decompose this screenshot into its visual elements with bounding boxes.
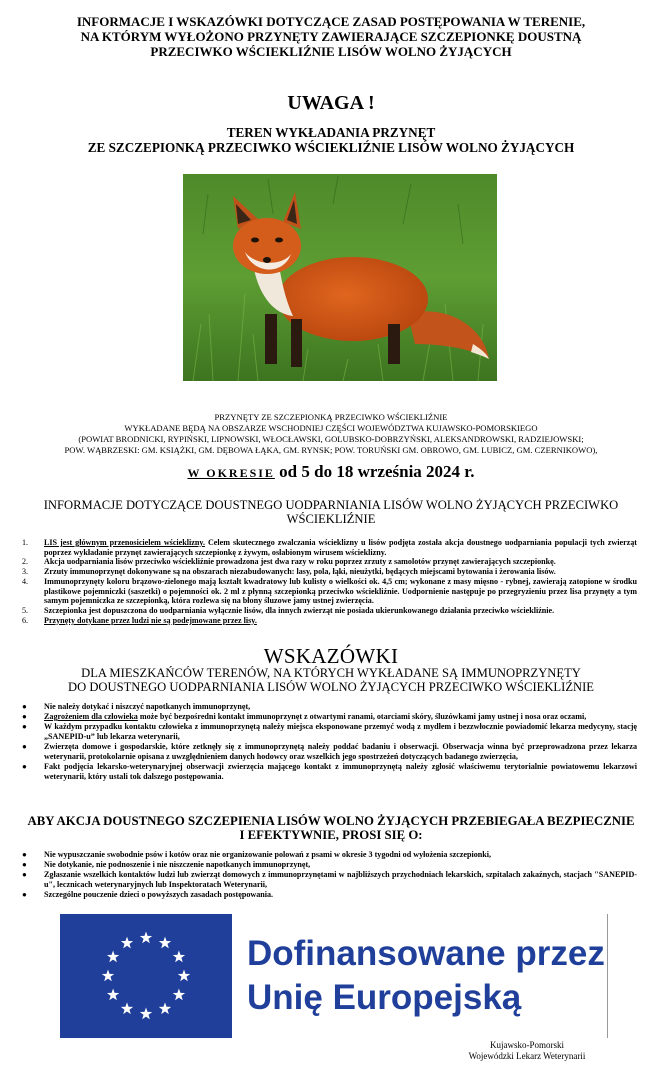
eu-star-icon [173,989,185,1001]
area-info-line: WYKŁADANE BĘDĄ NA OBSZARZE WSCHODNIEJ CZĘŚCI WOJEWÓDZTWA KUJAWSKO-POMORSKIEGO [124,423,538,433]
tips-title: WSKAZÓWKI [263,644,399,668]
bullet-icon: ● [22,850,27,859]
eu-star-icon [140,932,152,944]
request-heading-line: I EFEKTYWNIE, PROSI SIĘ O: [239,828,423,842]
list-item [22,538,637,557]
list-item-text: Zrzuty immunoprzynęt dokonywane są na obszarach niezabudowanych: lasy, pola, łąki, nieużytki, będących miejscami bytowania i żerowania lisów. [44,567,556,577]
bullet-icon: ● [22,890,27,899]
area-info-line: (POWIAT BRODNICKI, RYPIŃSKI, LIPNOWSKI, WŁOCŁAWSKI, GOLUBSKO-DOBRZYŃSKI, ALEKSANDROWSKI, RADZIEJOWSKI; [78,434,584,444]
area-info [0,412,662,456]
bullet-icon: ● [22,860,27,869]
bullet-icon: ● [22,870,27,879]
area-heading [0,125,662,155]
eu-star-icon [159,1002,171,1014]
list-item-text: Fakt podjęcia lekarsko-weterynaryjnej obserwacji zwierzęcia mającego kontakt z immunoprzynętą należy zgłosić właściwemu terytorialnie powiatowemu lekarzowi weterynarii, który ustali tok dalszego postępowania. [44,762,637,781]
eu-flag-icon [60,914,232,1038]
list-number: 6. [22,615,29,625]
list-item [22,567,637,577]
list-item [22,850,637,860]
request-heading-line: ABY AKCJA DOUSTNEGO SZCZEPIENIA LISÓW WOLNO ŻYJĄCYCH PRZEBIEGAŁA BEZPIECZNIE [27,814,635,828]
area-heading-line: ZE SZCZEPIONKĄ PRZECIWKO WŚCIEKLIŹNIE LISÓW WOLNO ŻYJĄCYCH [87,140,575,155]
eu-star-icon [121,937,133,949]
bullet-icon: ● [22,762,27,771]
request-heading [0,814,662,842]
list-item-text: Nie dotykanie, nie podnoszenie i nie niszczenie napotkanych immunoprzynęt, [44,860,311,869]
tips-subtitle-line: DO DOUSTNEGO UODPARNIANIA LISÓW WOLNO ŻYJĄCYCH PRZECIWKO WŚCIEKLIŹNIE [67,680,594,694]
eu-funding-line: Unię Europejską [247,978,522,1017]
info-points-list [22,538,637,625]
list-item-text: Szczepionka jest dopuszczona do uodparniania wyłącznie lisów, dla innych zwierząt nie posiada ukierunkowanego działania przeciwko wściekliźnie. [44,605,555,615]
list-item-text: Immunoprzynęty koloru brązowo-zielonego mają kształt kwadratowy lub kulisty o wielkości ok. 4,5 cm; wykonane z masy mięsno - rybnej, zawierają zatopione w środku plastikowe pojemniczki (saszetki) o pojemności ok. 2 ml z płynną szczepionką przeciwko wściekliźnie. Uodpornienie następuje po przegryzieniu przez lisa przynęty a tym samym pojemniczka ze szczepionką, która rozlewa się na błony śluzowe jamy ustnej zwierzęcia. [44,576,637,606]
list-item-text: Celem skutecznego zwalczania wścieklizny u lisów podjęta została akcja doustnego uodparniania populacji tych zwierząt poprzez wykładanie przynęt zawierających szczepionkę z żywym, osłabionym wirusem wścieklizny. [44,538,637,557]
area-info-line: PRZYNĘTY ZE SZCZEPIONKĄ PRZECIWKO WŚCIEKLIŹNIE [214,412,448,422]
signature [452,1040,602,1062]
eu-funding-text [247,932,605,1020]
list-item-text: Zwierzęta domowe i gospodarskie, które zetknęły się z immunoprzynętą należy poddać badaniu i obserwacji. Obserwacja winna być przeprowadzona przez lekarza weterynarii, protokolarnie opisana z uwzględnieniem danych hodowcy oraz wszelkich jego spostrzeżeń dotyczących badanego zwierzęcia, [44,742,637,761]
list-item [22,606,637,616]
tips-subtitle [0,666,662,694]
bullet-icon: ● [22,712,27,721]
list-item-text: Nie wypuszczanie swobodnie psów i kotów oraz nie organizowanie polowań z psami w okresie 3 tygodni od wyłożenia szczepionki, [44,850,492,859]
eu-funding-banner [60,914,608,1038]
list-item [22,890,637,900]
list-item [22,577,637,606]
header-line: NA KTÓRYM WYŁOŻONO PRZYNĘTY ZAWIERAJĄCE SZCZEPIONKĘ DOUSTNĄ [80,29,582,44]
bullet-icon: ● [22,722,27,731]
bullet-icon: ● [22,702,27,711]
request-list [22,850,637,900]
fox-image-icon [183,174,497,381]
list-item-text: Szczególne pouczenie dzieci o powyższych zasadach postępowania. [44,890,274,899]
eu-star-icon [173,951,185,963]
eu-funding-line: Dofinansowane przez [247,934,605,973]
fox-photo [183,174,497,381]
info-heading: INFORMACJE DOTYCZĄCE DOUSTNEGO UODPARNIANIA LISÓW WOLNO ŻYJĄCYCH PRZECIWKO WŚCIEKLIŹNIE [43,498,619,526]
document-header [0,14,662,59]
list-item [22,712,637,722]
list-item-lead: Przynęty dotykane przez ludzi nie są podejmowane przez lisy. [44,615,257,625]
signature-line: Wojewódzki Lekarz Weterynarii [468,1051,586,1061]
eu-stars-icon [60,914,232,1038]
tips-list [22,702,637,782]
bullet-icon: ● [22,742,27,751]
list-item-text: Zgłaszanie wszelkich kontaktów ludzi lub zwierząt domowych z immunoprzynętami w najbliższych przychodniach lekarskich, szpitalach zakaźnych, stacjach "SANEPID-u", lecznicach weterynaryjnych lub Inspektoratach Weterynarii, [44,870,637,889]
divider [607,914,608,1038]
warning-heading: UWAGA ! [287,92,375,114]
list-item-lead: Zagrożeniem dla człowieka [44,712,138,721]
list-number: 4. [22,576,29,586]
list-item [22,742,637,762]
list-item [22,860,637,870]
list-number: 1. [22,538,29,547]
tips-subtitle-line: DLA MIESZKAŃCÓW TERENÓW, NA KTÓRYCH WYKŁADANE SĄ IMMUNOPRZYNĘTY [81,666,581,680]
list-item-text: może być bezpośredni kontakt immunoprzynęt z otwartymi ranami, otarciami skóry, śluzówkami jamy ustnej i nosa oraz oczami, [137,712,587,721]
eu-star-icon [107,989,119,1001]
header-line: INFORMACJE I WSKAZÓWKI DOTYCZĄCE ZASAD POSTĘPOWANIA W TERENIE, [76,14,586,29]
list-number: 3. [22,567,29,577]
list-number: 2. [22,557,29,567]
area-info-line: POW. WĄBRZESKI: GM. KSIĄŻKI, GM. DĘBOWA ŁĄKA, GM. RYNSK; POW. TORUŃSKI GM. OBROWO, GM. LUBICZ, GM. CZERNIKOWO), [64,445,598,455]
list-item-lead: LIS jest głównym przenosicielem wścieklizny. [44,538,205,547]
signature-line: Kujawsko-Pomorski [490,1040,564,1050]
eu-star-icon [121,1002,133,1014]
list-item-text: Akcja uodparniania lisów przeciwko wściekliźnie prowadzona jest dwa razy w roku poprzez zrzuty z samolotów przynęt zawierających szczepionkę. [44,557,556,567]
list-number: 5. [22,605,29,615]
area-heading-line: TEREN WYKŁADANIA PRZYNĘT [226,125,436,140]
list-item-text: W każdym przypadku kontaktu człowieka z immunoprzynętą należy miejsca eksponowane przemyć wodą z mydłem i bezzwłocznie powiadomić lekarza medycyny, stację „SANEPID-u” lub lekarza weterynarii, [44,722,637,741]
header-line: PRZECIWKO WŚCIEKLIŹNIE LISÓW WOLNO ŻYJĄCYCH [150,44,512,59]
eu-star-icon [102,970,114,982]
eu-star-icon [159,937,171,949]
period-dates: od 5 do 18 września 2024 r. [279,462,475,481]
period-line [0,462,662,483]
list-item [22,870,637,890]
eu-star-icon [140,1008,152,1020]
list-item [22,702,637,712]
eu-star-icon [107,951,119,963]
period-prefix: W OKRESIE [187,466,275,480]
list-item [22,762,637,782]
list-item-text: Nie należy dotykać i niszczyć napotkanych immunoprzynęt, [44,702,251,711]
eu-star-icon [178,970,190,982]
list-item [22,616,637,626]
list-item [22,557,637,567]
list-item [22,722,637,742]
